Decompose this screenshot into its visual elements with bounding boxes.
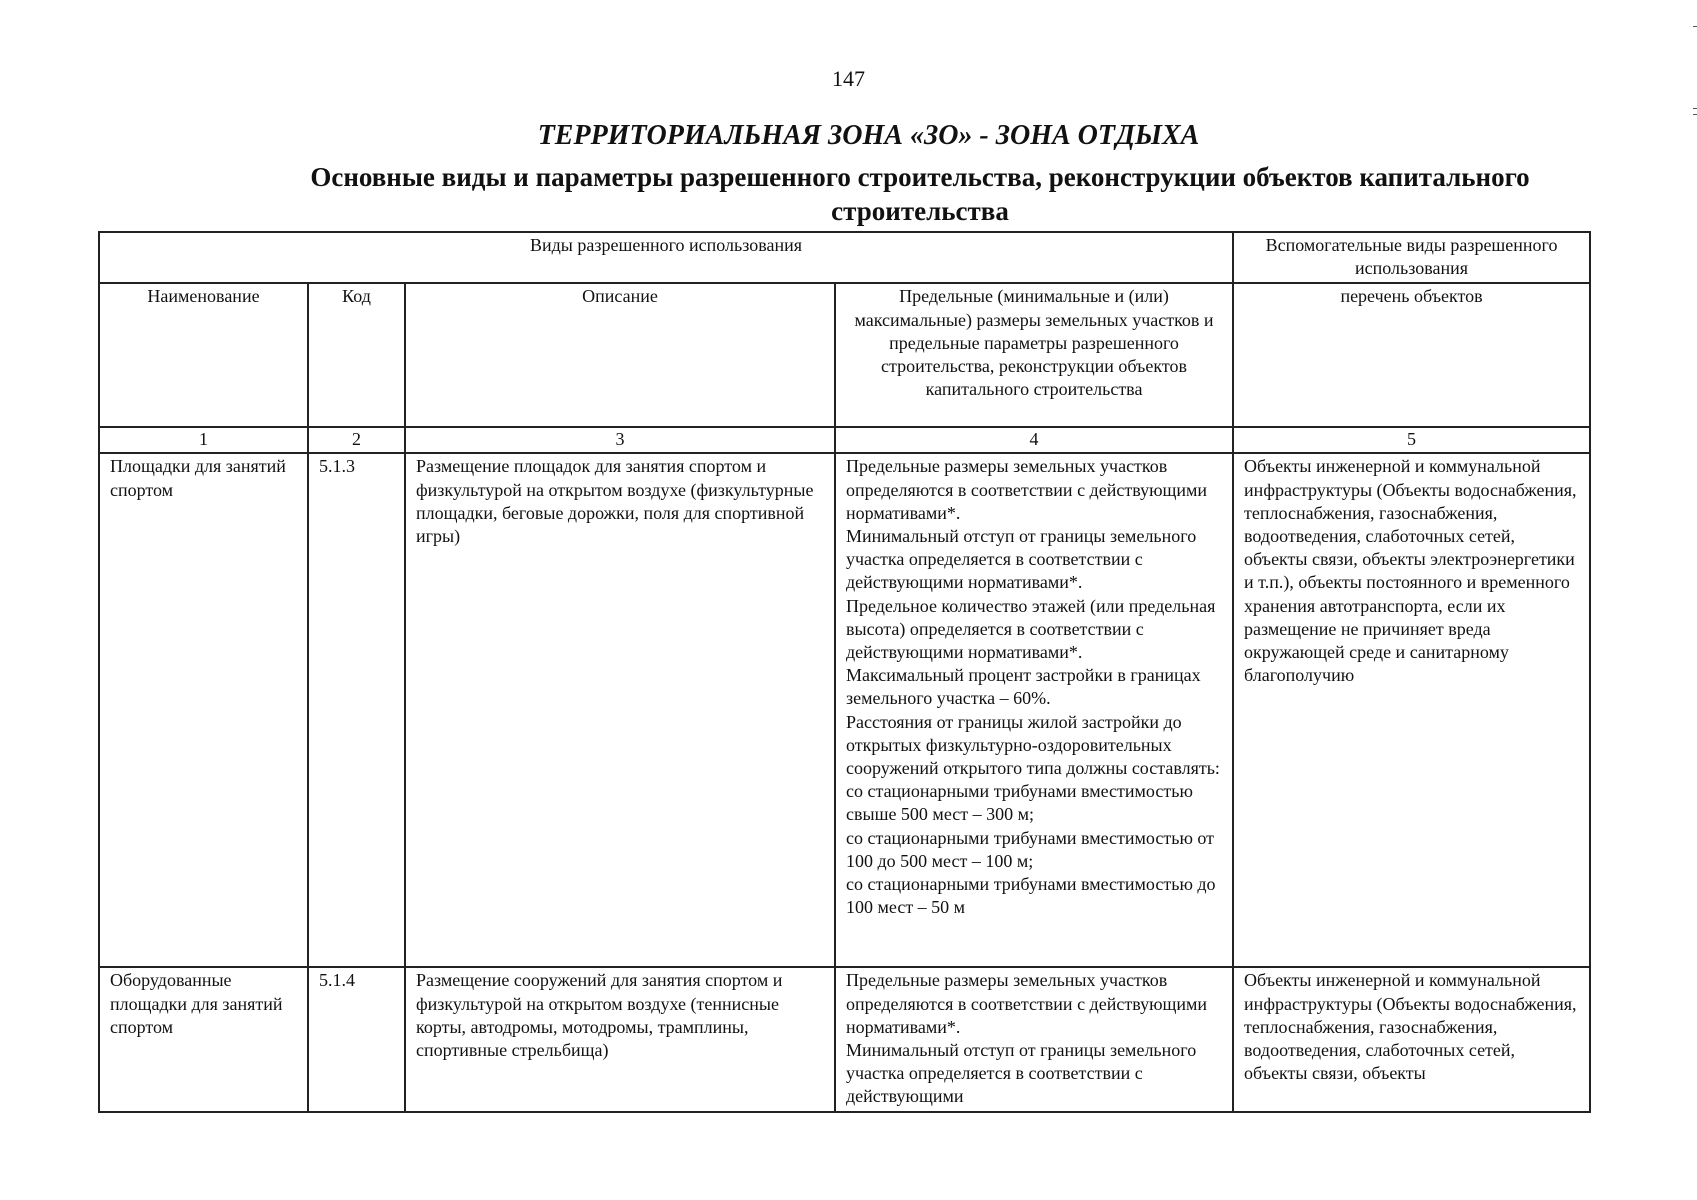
column-number: 1	[99, 427, 308, 453]
zone-title: ТЕРРИТОРИАЛЬНАЯ ЗОНА «ЗО» - ЗОНА ОТДЫХА	[537, 120, 1200, 151]
group-header-auxiliary: Вспомогательные виды разрешенного использования	[1233, 232, 1590, 283]
limit-line: Минимальный отступ от границы земельного участка определяется в соответствии с действующими нормативами*.	[846, 526, 1197, 593]
limit-line: Предельные размеры земельных участков определяются в соответствии с действующими нормативами*.	[846, 456, 1208, 523]
cell-objects: Объекты инженерной и коммунальной инфраструктуры (Объекты водоснабжения, теплоснабжения, газоснабжения, водоотведения, слаботочных сетей, объекты связи, объекты электроэнергетики и т.п.), объекты постоянного и временного хранения автотранспорта, если их размещение не причиняет вреда окружающей среде и санитарному благополучию	[1233, 453, 1590, 967]
table-row	[99, 967, 1590, 1111]
cell-name: Оборудованные площадки для занятий спортом	[99, 967, 308, 1111]
cell-objects: Объекты инженерной и коммунальной инфраструктуры (Объекты водоснабжения, теплоснабжения, газоснабжения, водоотведения, слаботочных сетей, объекты связи, объекты	[1233, 967, 1590, 1111]
column-header-objects: перечень объектов	[1233, 283, 1590, 427]
group-header-main: Виды разрешенного использования	[99, 232, 1233, 283]
table-group-header-row	[99, 232, 1590, 283]
page-number: 147	[832, 66, 865, 91]
table-column-header-row	[99, 283, 1590, 427]
cell-description: Размещение сооружений для занятия спортом и физкультурой на открытом воздухе (теннисные корты, автодромы, мотодромы, трамплины, спортивные стрельбища)	[405, 967, 835, 1111]
column-header-limits: Предельные (минимальные и (или) максимальные) размеры земельных участков и предельные параметры разрешенного строительства, реконструкции объектов капитального строительства	[835, 283, 1233, 427]
column-header-name: Наименование	[99, 283, 308, 427]
table-column-number-row	[99, 427, 1590, 453]
table-row	[99, 453, 1590, 967]
limit-line: Расстояния от границы жилой застройки до открытых физкультурно-оздоровительных сооружений открытого типа должны составлять:	[846, 711, 1220, 779]
column-header-code: Код	[308, 283, 405, 427]
section-title: Основные виды и параметры разрешенного строительства, реконструкции объектов капитального строительства	[310, 162, 1530, 226]
cell-code: 5.1.4	[308, 967, 405, 1111]
cell-code: 5.1.3	[308, 453, 405, 967]
scan-edge-mark	[1693, 114, 1697, 115]
limit-line: Предельное количество этажей (или предельная высота) определяется в соответствии с действующими нормативами*.	[846, 595, 1216, 663]
column-number: 5	[1233, 427, 1590, 453]
permitted-use-table	[98, 231, 1591, 1113]
column-number: 4	[835, 427, 1233, 453]
cell-name: Площадки для занятий спортом	[99, 453, 308, 967]
cell-description: Размещение площадок для занятия спортом и физкультурой на открытом воздухе (физкультурные площадки, беговые дорожки, поля для спортивной игры)	[405, 453, 835, 967]
limit-line: Предельные размеры земельных участков определяются в соответствии с действующими нормативами*.	[846, 970, 1208, 1037]
limit-line: со стационарными трибунами вместимостью до 100 мест – 50 м	[846, 874, 1216, 918]
limit-line: Минимальный отступ от границы земельного участка определяется в соответствии с действующими	[846, 1040, 1197, 1107]
limit-line: со стационарными трибунами вместимостью от 100 до 500 мест – 100 м;	[846, 827, 1215, 871]
limit-line: Максимальный процент застройки в границах земельного участка – 60%.	[846, 665, 1201, 709]
scan-edge-mark	[1693, 108, 1697, 109]
limit-line: со стационарными трибунами вместимостью свыше 500 мест – 300 м;	[846, 781, 1193, 825]
cell-limits	[835, 967, 1233, 1111]
column-header-description: Описание	[405, 283, 835, 427]
column-number: 3	[405, 427, 835, 453]
cell-limits	[835, 453, 1233, 967]
column-number: 2	[308, 427, 405, 453]
scan-edge-mark	[1693, 26, 1697, 27]
